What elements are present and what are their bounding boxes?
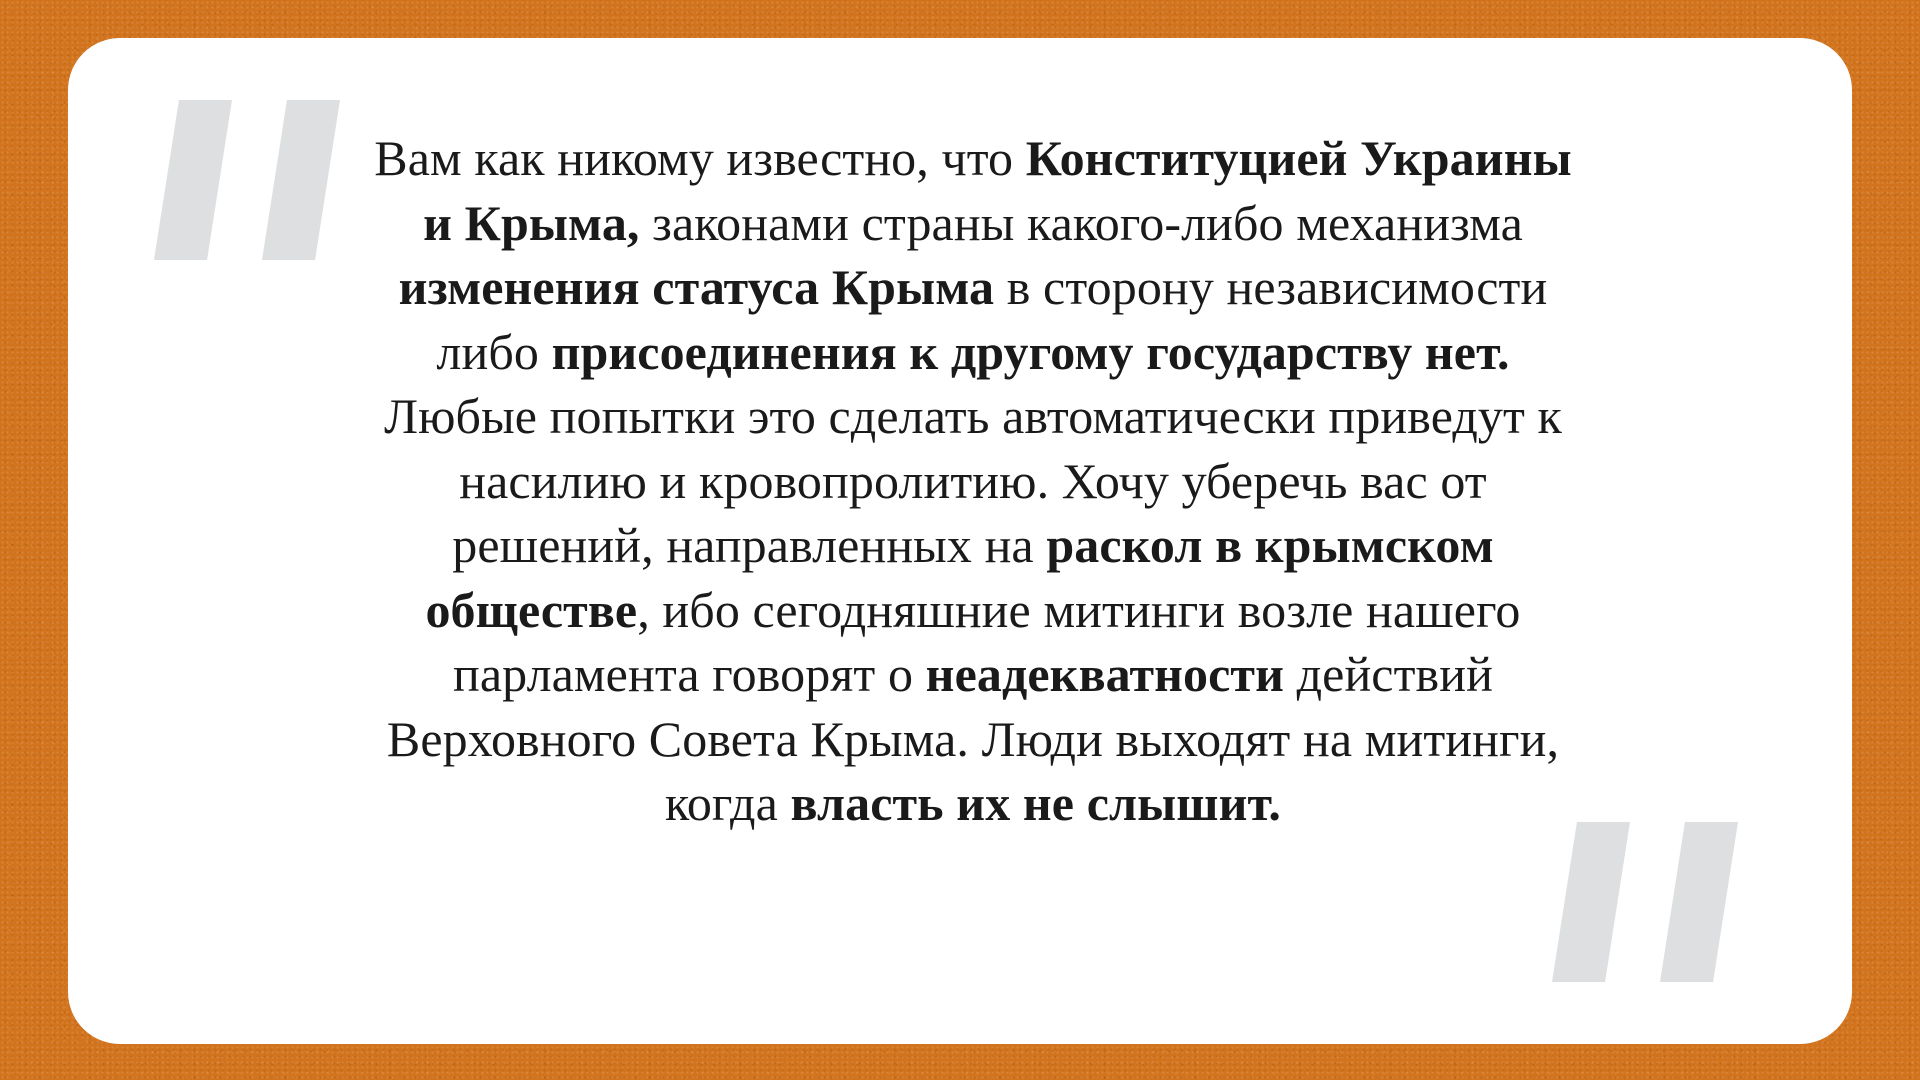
quote-segment: изменения статуса Крыма [398,259,995,315]
quote-card [68,38,1852,1044]
quote-segment: Конституцией Украины и Крыма, [423,130,1572,251]
quote-segment: власть их не слышит. [790,775,1282,831]
quote-open-icon [146,100,376,260]
quote-segment: Любые попытки это сделать автоматически приведут к насилию и кровопролитию. Хочу уберечь вас от решений, направленных на [384,388,1562,573]
quote-segment: в сторону независимости либо [436,259,1548,380]
quote-segment: действий Верховного Совета Крыма. Люди выходят на митинги, когда [386,646,1560,831]
quote-segment: раскол в крымском обществе [425,517,1494,638]
quote-segment: присоединения к другому государству нет. [551,323,1510,380]
quote-segment: Вам как никому известно, что [374,130,1026,186]
quote-close-icon [1544,822,1774,982]
quote-segment: законами страны какого-либо механизма [639,194,1523,251]
quote-segment: неадекватности [925,646,1285,702]
quote-text [358,126,1588,836]
quote-segment: , ибо сегодняшние митинги возле нашего парламента говорят о [453,581,1521,702]
